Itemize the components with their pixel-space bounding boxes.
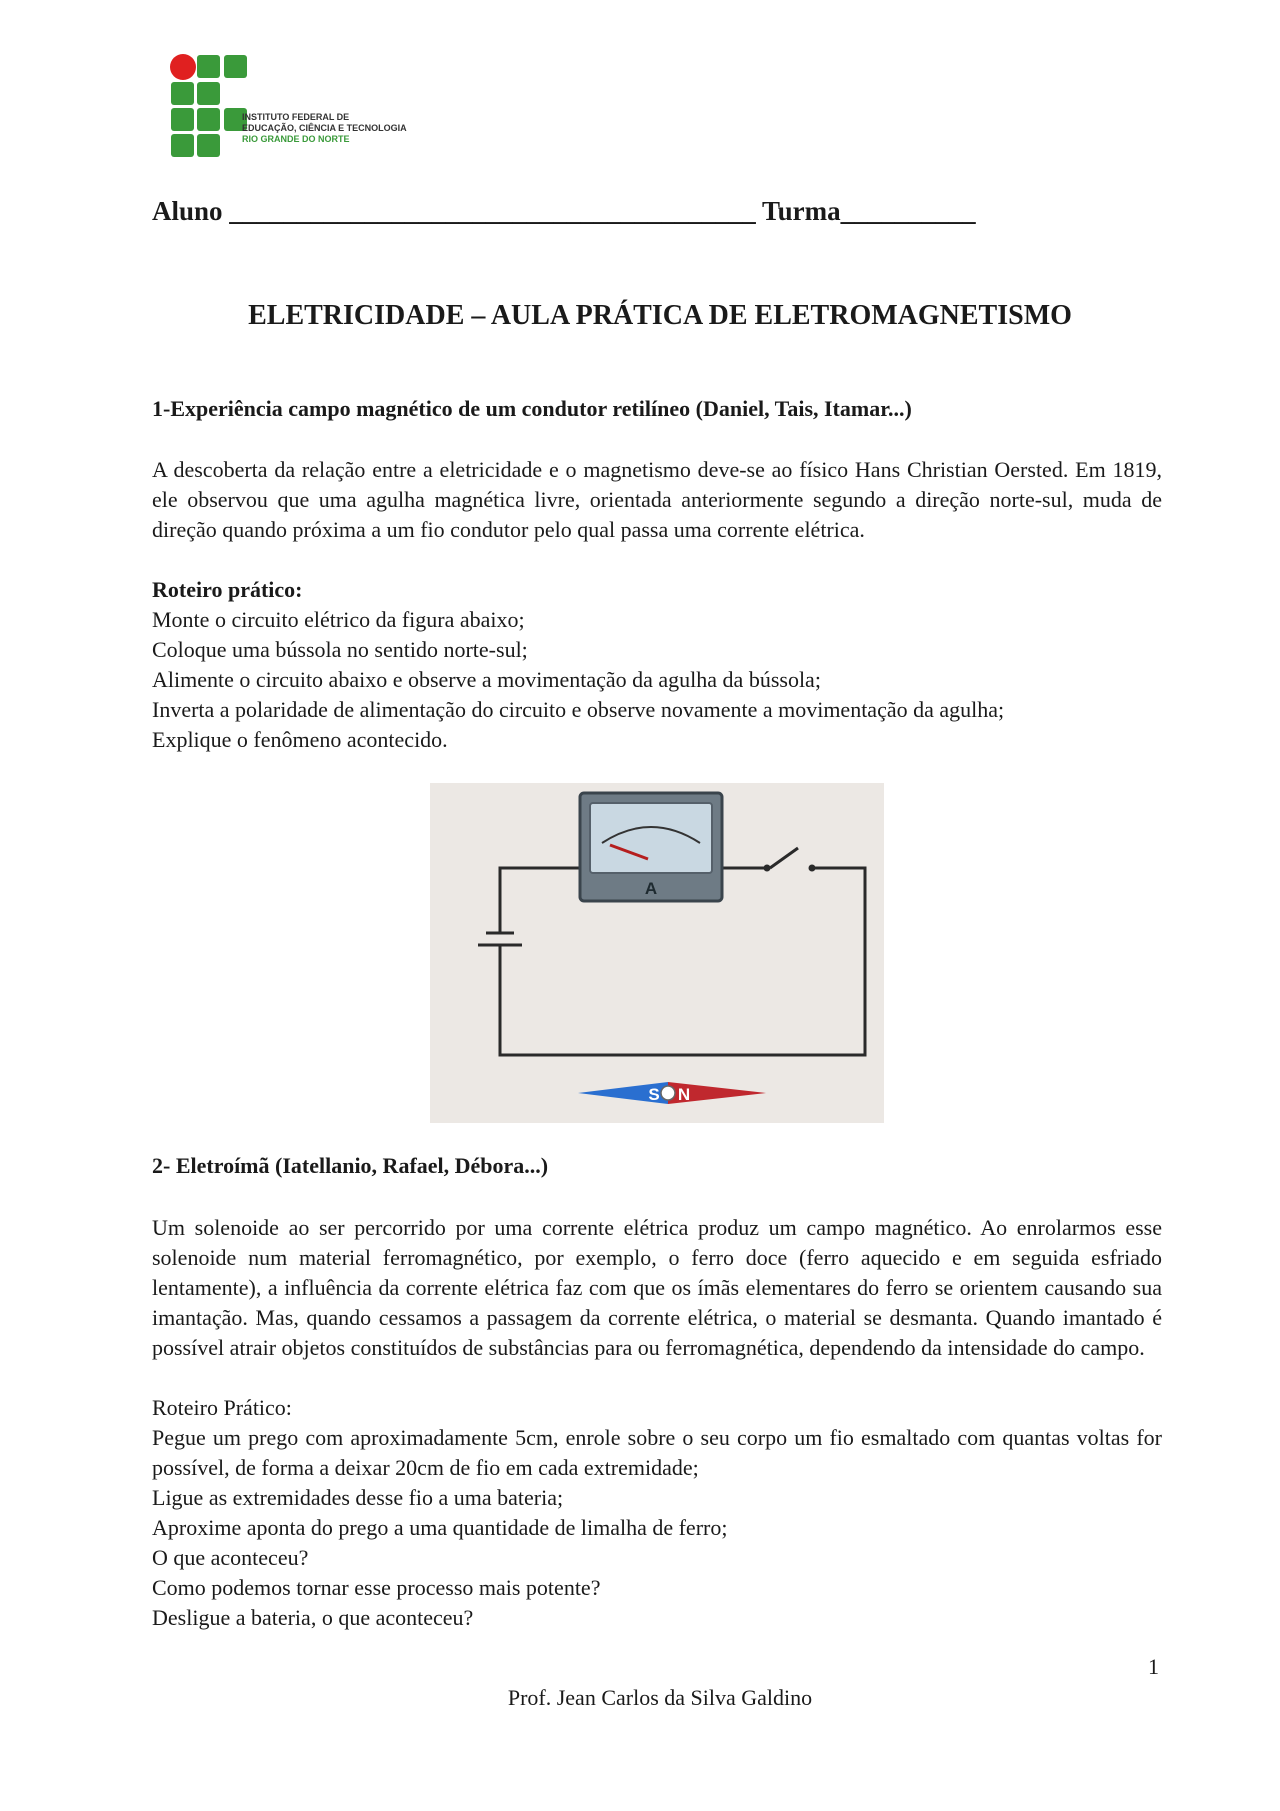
instruction-step: Como podemos tornar esse processo mais potente? — [152, 1575, 601, 1600]
instruction-step: Alimente o circuito abaixo e observe a movimentação da agulha da bússola; — [152, 667, 821, 692]
roteiro-label: Roteiro prático: — [152, 577, 303, 602]
instruction-step: Aproxime aponta do prego a uma quantidade de limalha de ferro; — [152, 1515, 728, 1540]
circuit-figure — [430, 783, 884, 1123]
student-class-line: Aluno _______________________________________ Turma__________ — [152, 196, 976, 226]
instruction-step: Pegue um prego com aproximadamente 5cm, enrole sobre o seu corpo um fio esmaltado com quantas voltas for possível, de forma a deixar 20cm de fio em cada extremidade; — [152, 1425, 1162, 1480]
logo-green-square — [171, 108, 194, 131]
compass-north-label: N — [677, 1085, 691, 1104]
instruction-step: O que aconteceu? — [152, 1545, 309, 1570]
logo-green-square — [171, 82, 194, 105]
logo-text-line: RIO GRANDE DO NORTE — [242, 134, 350, 144]
compass-south-label: S — [648, 1085, 660, 1104]
logo-text — [242, 112, 442, 145]
instruction-step: Coloque uma bússola no sentido norte-sul; — [152, 637, 528, 662]
section2-instructions — [152, 1393, 1162, 1633]
switch-contact — [809, 865, 816, 872]
logo-green-square — [171, 134, 194, 157]
ammeter-dial — [590, 803, 712, 873]
instruction-step: Desligue a bateria, o que aconteceu? — [152, 1605, 474, 1630]
roteiro-label: Roteiro Prático: — [152, 1395, 292, 1420]
page-number: 1 — [1148, 1654, 1159, 1679]
ammeter-label: A — [644, 879, 658, 898]
logo-text-line: INSTITUTO FEDERAL DE — [242, 112, 350, 122]
section2-heading: 2- Eletroímã (Iatellanio, Rafael, Débora...) — [152, 1153, 549, 1178]
compass-pivot — [661, 1086, 675, 1100]
footer-author: Prof. Jean Carlos da Silva Galdino — [507, 1685, 813, 1710]
section1-instructions — [152, 575, 1162, 755]
page-title: ELETRICIDADE – AULA PRÁTICA DE ELETROMAGNETISMO — [248, 300, 1072, 331]
section2-paragraph: Um solenoide ao ser percorrido por uma corrente elétrica produz um campo magnético. Ao enrolarmos esse solenoide num material ferromagnético, por exemplo, o ferro doce (ferro aquecido e em seguida esfriado lentamente), a influência da corrente elétrica faz com que os ímãs elementares do ferro se orientem causando sua imantação. Mas, quando cessamos a passagem da corrente elétrica, o material se desmanta. Quando imantado é possível atrair objetos constituídos de substâncias para ou ferromagnética, dependendo da intensidade do campo. — [152, 1215, 1162, 1360]
instruction-step: Ligue as extremidades desse fio a uma bateria; — [152, 1485, 564, 1510]
institution-logo — [170, 54, 430, 154]
section1-heading: 1-Experiência campo magnético de um condutor retilíneo (Daniel, Tais, Itamar...) — [152, 396, 912, 421]
instruction-step: Monte o circuito elétrico da figura abaixo; — [152, 607, 525, 632]
switch-contact — [764, 865, 771, 872]
instruction-step: Explique o fenômeno acontecido. — [152, 727, 448, 752]
logo-red-dot — [170, 54, 196, 80]
logo-green-square — [197, 82, 220, 105]
logo-text-line: EDUCAÇÃO, CIÊNCIA E TECNOLOGIA — [242, 123, 407, 133]
ammeter — [580, 793, 722, 901]
logo-green-square — [224, 55, 247, 78]
logo-green-square — [197, 55, 220, 78]
section1-paragraph: A descoberta da relação entre a eletricidade e o magnetismo deve-se ao físico Hans Christian Oersted. Em 1819, ele observou que uma agulha magnética livre, orientada anteriormente segundo a direção norte-sul, muda de direção quando próxima a um fio condutor pelo qual passa uma corrente elétrica. — [152, 457, 1162, 542]
instruction-step: Inverta a polaridade de alimentação do circuito e observe novamente a movimentação da agulha; — [152, 697, 1005, 722]
logo-green-square — [197, 108, 220, 131]
logo-green-square — [197, 134, 220, 157]
